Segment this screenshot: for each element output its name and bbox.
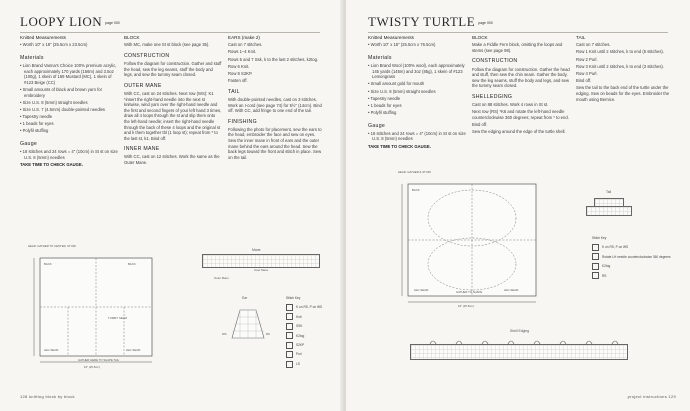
stitch-symbol — [286, 313, 293, 320]
measure-text: • Worth 10" x 18" (25.5cm x 23.5cm) — [20, 42, 88, 48]
right-column-1 — [368, 35, 466, 151]
stitch-key-item: Knit — [286, 313, 336, 322]
tail-row: Row 1 Knit until 2 stitches, k to end (5 stitches). — [576, 49, 664, 55]
construction-text: Follow the diagram for construction. Gather and stuff the head, sew the leg seams, stuff the body and legs, and sew the tummy seam closed. — [124, 60, 222, 78]
tail-row: Cast on 7 stitches. — [576, 42, 611, 48]
tail-grid-bottom — [586, 206, 632, 216]
diagram-dimension: 10" (25.5cm) — [458, 304, 474, 308]
stitch-key-item: K on RS, P on WS — [592, 243, 672, 252]
tail-heading: TAIL — [576, 35, 586, 40]
shell-edging-row: Bind off. — [472, 122, 488, 128]
block-text: Make a Fiddle Fern block, omitting the loops and stems (see page 98). — [472, 42, 563, 53]
construction-text: Follow the diagram for construction. Gather the head and stuff, then sew the chin seam. Gather the body, sew the leg seams, stuff the body and legs, and sew the tummy seam closed. — [472, 66, 570, 89]
diagram-label-gather: GATHER HERE TO SHAPE TAIL — [78, 358, 120, 362]
right-folio: project instructions 129 — [627, 394, 676, 399]
inner-mane-heading: INNER MANE — [124, 146, 160, 153]
ears-heading: EARS (make 2) — [228, 35, 260, 40]
ears-row: Row 6 Knit. — [228, 63, 250, 69]
left-column-2 — [124, 35, 222, 167]
finishing-heading: FINISHING — [228, 118, 257, 125]
shell-edging-row: Next row (RS) *K6 and rotate the left-hand needle counterclockwise 360 degrees; repeat from * to end. — [472, 109, 569, 120]
tail-row: Bind off. — [576, 78, 592, 84]
mane-chart — [202, 248, 322, 284]
material-item: • Size U.S. 8 (5mm) straight needles — [20, 99, 88, 105]
material-item: • Small amounts of black and brown yarn for embroidery — [20, 86, 102, 98]
left-stitch-key — [286, 294, 336, 369]
stitch-key-item: K2tog — [286, 332, 336, 341]
outer-mane-text: With CC, cast on 24 stitches. Next row (WS): K1 *insert the right-hand needle into the next st knitwise, wind yarn over the right-hand needle and the first and second fingers of your left hand 3 times, draw all 4 loops through the st and slip them onto the left-hand needle; insert the right-hand needle through the back of these 4 loops and the original st and k them together tbl (1 loop st); repeat from * to the last st, k1. Bind off. — [124, 90, 222, 141]
ears-row: Row 8 S2KP. — [228, 70, 253, 76]
material-item: • Polyfil stuffing — [20, 128, 49, 134]
material-item: • Lion Brand Vanna's Choice 100% premium acrylic, each approximately 170 yards (156m) and 3.5oz (100g), 1 skein of 169 Mustard (MC), 1 skein of #123 Beige (CC) — [20, 62, 117, 85]
mane-title: Mane — [252, 248, 261, 252]
left-column-3 — [228, 35, 324, 162]
material-item: • Polyfil stuffing — [368, 110, 397, 116]
stitch-symbol — [286, 323, 293, 330]
diagram-label-leg: LEG SEAM — [44, 348, 59, 352]
material-item: • Size U.S. 7 (4.5mm) double-pointed needles — [20, 106, 106, 112]
diagram-label-leg: LEG SEAM — [504, 288, 519, 292]
diagram-dimension: 10" (25.5cm) — [84, 365, 100, 369]
material-item: • 1 beads for eyes — [20, 121, 54, 127]
stitch-symbol — [286, 342, 293, 349]
left-folio: 128 knitting block by block — [20, 394, 75, 399]
tail-text: With double-pointed needles, cast on 3 stitches. Work an I-cord (see page 74) for 5½" (14cm). Bind off. With CC, add fringe to one end of the tail. — [228, 96, 322, 114]
ears-row: Fasten off. — [228, 78, 248, 84]
stitch-key-title: Stitch Key — [286, 296, 301, 300]
inner-mane-label: Inner Mane — [254, 268, 269, 272]
tail-row: Row 2 Purl. — [576, 56, 598, 62]
stitch-symbol — [592, 272, 599, 279]
ear-rs-label: RS — [266, 332, 270, 336]
title-rule — [368, 32, 668, 33]
stitch-symbol — [286, 361, 293, 368]
gauge-text: • 18 stitches and 24 rows = 4" (10cm) in St st on size U.S. 8 (5mm) needles — [368, 130, 466, 142]
left-page-title: LOOPY LION page 000 — [20, 14, 120, 29]
tail-row: Row 3 Knit until 2 stitches, k to end (3 stitches). — [576, 63, 664, 69]
stitch-symbol — [286, 304, 293, 311]
diagram-label-leg: LEG SEAM — [126, 348, 141, 352]
ear-chart — [222, 296, 270, 346]
material-item: • Tapestry needle — [20, 114, 53, 120]
right-page — [346, 0, 690, 411]
stitch-key-title: Stitch Key — [592, 236, 607, 240]
left-page — [0, 0, 344, 411]
shell-edging-title: Shell Edging — [510, 329, 530, 333]
shell-edging-grid — [410, 344, 628, 360]
finishing-text: Following the photo for placement, sew the ears to the head, embroider the face and sew on eyes. Sew the inner mane in front of ears and the outer mane behind the ears around the head. Sew the back legs toward the front and stitch in place. Sew on the tail. — [228, 126, 322, 160]
tail-heading: TAIL — [228, 88, 240, 95]
diagram-label-back: BACK — [128, 262, 136, 266]
shell-edging-rotations — [410, 336, 630, 346]
stitch-key-item: RS — [592, 272, 672, 281]
material-item: • Size U.S. 8 (5mm) straight needles — [368, 88, 436, 94]
measure-heading: Knitted Measurements — [20, 35, 66, 40]
diagram-label-leg: LEG SEAM — [414, 288, 429, 292]
measure-text: • Worth 10" x 18" (25.5cm x 76.5cm) — [368, 42, 436, 48]
construction-heading: CONSTRUCTION — [124, 52, 170, 59]
shell-edging-chart — [410, 329, 630, 372]
ear-chart-svg — [228, 302, 268, 342]
stitch-key-item: SSK — [286, 322, 336, 331]
tail-chart — [584, 190, 644, 230]
material-item: • Small amount gold for mouth — [368, 81, 425, 87]
right-stitch-key — [592, 234, 672, 281]
stitch-key-item: S2KP — [286, 341, 336, 350]
shell-edging-row: Cast on 88 stitches. Work 4 rows in St st. — [472, 102, 549, 108]
gauge-text: • 18 stitches and 24 rows = 4" (10cm) in St st on size U.S. 8 (5mm) needles — [20, 149, 118, 160]
diagram-label-back: BACK — [412, 188, 420, 192]
ears-row: Rows 5 and 7 Ssk, k to the last 2 stitches, k2tog. — [228, 56, 319, 62]
block-heading: BLOCK — [472, 35, 488, 40]
stitch-symbol — [592, 263, 599, 270]
gauge-heading: Gauge — [368, 122, 386, 129]
stitch-symbol — [286, 332, 293, 339]
block-heading: BLOCK — [124, 35, 140, 40]
tail-chart-title: Tail — [606, 190, 612, 194]
construction-heading: CONSTRUCTION — [472, 58, 518, 65]
turtle-construction-diagram — [398, 170, 550, 310]
shell-edging-heading: SHELLEDGING — [472, 93, 513, 100]
measure-heading: Knitted Measurements — [368, 35, 414, 40]
tail-row: Sew the tail to the back end of the turtle under the edging. Sew on beads for the eyes. Embroider the mouth using Bernice. — [576, 85, 670, 102]
inner-mane-text: With CC, cast on 12 stitches. Work the same as the Outer Mane. — [124, 154, 220, 166]
left-column-1 — [20, 35, 118, 169]
lion-construction-svg — [28, 250, 168, 372]
tail-row: Row 4 Purl. — [576, 70, 598, 76]
diagram-label-head: HEAD: GATHER & STUFF — [398, 170, 432, 174]
right-page-title: TWISTY TURTLE page 000 — [368, 14, 493, 29]
materials-heading: Materials — [20, 54, 44, 61]
gauge-check: TAKE TIME TO CHECK GAUGE. — [20, 162, 83, 168]
material-item: • Lion Brand Wool (100% wool), each approximately 145 yards (145m) and 3oz (85g), 1 skein of #123 Lemongrass — [368, 62, 465, 80]
stitch-key-item: LS — [286, 360, 336, 369]
diagram-label-back: BACK — [44, 262, 52, 266]
right-column-3 — [576, 35, 672, 104]
diagram-label-tummy: TUMMY SEAM — [108, 316, 127, 320]
diagram-label-head: HEAD: GATHER TO CENTER, STUFF — [28, 244, 77, 248]
ears-row: Cast on 7 stitches. — [228, 42, 263, 48]
outer-mane-heading: OUTER MANE — [124, 82, 162, 89]
title-rule — [20, 32, 320, 33]
ear-ws-label: WS — [222, 332, 227, 336]
material-item: • Tapestry needle — [368, 95, 401, 101]
stitch-symbol — [286, 351, 293, 358]
gauge-check: TAKE TIME TO CHECK GAUGE. — [368, 143, 431, 149]
shell-edging-row: Sew the edging around the edge of the turtle shell. — [472, 129, 566, 135]
lion-construction-diagram — [28, 244, 168, 372]
stitch-symbol — [592, 253, 599, 260]
stitch-key-item: K2tog — [592, 262, 672, 271]
mane-grid — [202, 254, 320, 268]
right-column-2 — [472, 35, 570, 136]
materials-heading: Materials — [368, 54, 392, 61]
stitch-key-item: Rotate LH needle counterclockwise 360 degrees — [592, 253, 672, 262]
stitch-symbol — [592, 244, 599, 251]
diagram-label-gather: GATHER TO SHAPE — [456, 290, 483, 294]
outer-mane-label: Outer Mane — [214, 276, 229, 280]
ear-title: Ear — [242, 296, 248, 300]
gauge-heading: Gauge — [20, 141, 38, 148]
stitch-key-item: K on RS, P on WS — [286, 303, 336, 312]
material-item: • 1 beads for eyes — [368, 102, 402, 108]
ears-row: Rows 1–4 Knit. — [228, 49, 257, 55]
stitch-key-item: Purl — [286, 350, 336, 359]
block-text: With MC, make one St st block (see page 35). — [124, 42, 210, 48]
